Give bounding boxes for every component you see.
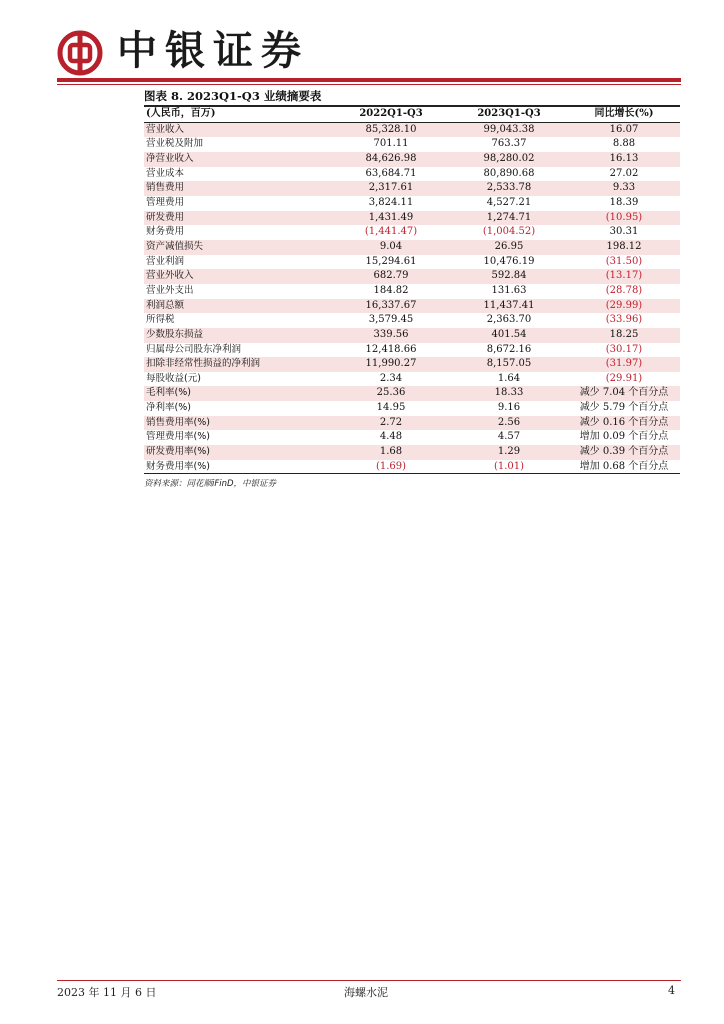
table-row [144,401,680,416]
row-label: 管理费用 [146,196,185,208]
value-yoy: (13.17) [568,269,680,284]
value-yoy: 18.39 [609,196,639,208]
bank-logo-icon [57,30,103,80]
row-label: 营业收入 [144,122,332,137]
header-rule-thin [57,84,681,85]
table-row [144,313,680,328]
value-2022: 2.72 [332,416,450,431]
value-2022: 1,431.49 [332,211,450,226]
row-label: 财务费用 [146,226,185,238]
value-2022: (1.69) [375,460,407,472]
value-yoy: 198.12 [568,240,680,255]
value-2022: 16,337.67 [332,299,450,314]
value-2023: 4.57 [497,431,521,443]
value-yoy: (28.78) [605,284,643,296]
table-header-row [144,107,680,122]
value-2023: 2,533.78 [450,181,568,196]
row-label: 营业外支出 [146,284,194,296]
page-number: 4 [668,984,675,997]
table-row [144,196,680,211]
value-yoy: (30.17) [605,343,643,355]
value-yoy: 18.25 [568,328,680,343]
value-2022: 2.34 [379,372,403,384]
value-2022: 3,824.11 [368,196,414,208]
value-2023: 1.64 [497,372,521,384]
page-header [0,0,724,90]
value-2022: 2,317.61 [332,181,450,196]
value-yoy: (31.50) [605,255,643,267]
col-header-unit: (人民币，百万) [146,108,216,119]
value-yoy: 减少 0.39 个百分点 [568,445,680,460]
value-2023: 18.33 [450,386,568,401]
row-label: 研发费用 [144,211,332,226]
value-yoy: 16.13 [568,152,680,167]
table-row [144,122,680,137]
row-label: 净营业收入 [144,152,332,167]
table-row [144,152,680,167]
row-label: 每股收益(元) [146,372,201,384]
value-2023: 26.95 [450,240,568,255]
value-2023: 1,274.71 [450,211,568,226]
table-row [144,269,680,284]
value-2023: 2,363.70 [486,314,532,326]
col-header-yoy: 同比增长(%) [594,108,654,119]
value-2022: 1.68 [332,445,450,460]
value-yoy: 减少 7.04 个百分点 [568,386,680,401]
value-2023: 8,157.05 [450,357,568,372]
value-yoy: 8.88 [612,138,636,150]
table-row [144,299,680,314]
value-2022: 701.11 [373,138,409,150]
value-yoy: (33.96) [605,314,643,326]
value-2023: 4,527.21 [486,196,532,208]
value-2022: (1,441.47) [364,226,418,238]
table-row [144,416,680,431]
value-2023: 98,280.02 [450,152,568,167]
row-label: 毛利率(%) [144,386,332,401]
value-2022: 3,579.45 [368,314,414,326]
source-note: 资料来源：同花顺iFinD，中银证券 [144,479,277,489]
footer-date: 2023 年 11 月 6 日 [57,986,157,999]
row-label: 营业利润 [146,255,185,267]
row-label: 扣除非经常性损益的净利润 [144,357,332,372]
value-yoy: (10.95) [568,211,680,226]
value-2023: 401.54 [450,328,568,343]
row-label: 净利率(%) [146,402,191,414]
value-yoy: (29.91) [605,372,643,384]
value-2022: 184.82 [373,284,409,296]
row-label: 财务费用率(%) [146,460,210,472]
table-row [144,328,680,343]
row-label: 所得税 [146,314,175,326]
row-label: 营业成本 [146,167,185,179]
table-row [144,255,680,270]
value-2022: 339.56 [332,328,450,343]
value-2023: 763.37 [491,138,527,150]
table-row [144,284,680,299]
value-2022: 15,294.61 [365,255,417,267]
value-yoy: 增加 0.68 个百分点 [579,460,669,472]
value-yoy: 增加 0.09 个百分点 [579,431,669,443]
table-row [144,445,680,460]
value-2023: 592.84 [450,269,568,284]
table-row [144,240,680,255]
footer-company: 海螺水泥 [344,986,388,999]
value-yoy: 9.33 [568,181,680,196]
table-row [144,225,680,240]
row-label: 利润总额 [144,299,332,314]
value-yoy: (31.97) [568,357,680,372]
table-row [144,167,680,182]
value-2022: 25.36 [332,386,450,401]
row-label: 管理费用率(%) [146,431,210,443]
value-2022: 11,990.27 [332,357,450,372]
value-2023: 8,672.16 [486,343,532,355]
value-yoy: 减少 0.16 个百分点 [568,416,680,431]
table-row [144,137,680,152]
figure-title: 图表 8. 2023Q1-Q3 业绩摘要表 [144,89,322,103]
table-bottom-rule [144,473,680,474]
value-yoy: 减少 5.79 个百分点 [579,402,669,414]
row-label: 销售费用率(%) [144,416,332,431]
value-yoy: 16.07 [568,122,680,137]
table-row [144,343,680,358]
row-label: 归属母公司股东净利润 [146,343,242,355]
value-2022: 682.79 [332,269,450,284]
value-2023: (1,004.52) [482,226,536,238]
value-2023: 1.29 [450,445,568,460]
value-2023: (1.01) [493,460,525,472]
value-yoy: 27.02 [609,167,639,179]
row-label: 少数股东损益 [144,328,332,343]
header-rule [57,78,681,82]
value-2022: 14.95 [376,402,406,414]
value-2022: 84,626.98 [332,152,450,167]
value-2023: 9.16 [497,402,521,414]
value-2023: 80,890.68 [483,167,535,179]
row-label: 资产减值损失 [144,240,332,255]
table-row [144,211,680,226]
value-2022: 4.48 [379,431,403,443]
value-2022: 12,418.66 [365,343,417,355]
value-yoy: (29.99) [568,299,680,314]
col-header-2023: 2023Q1-Q3 [477,108,541,119]
col-header-2022: 2022Q1-Q3 [359,108,423,119]
value-2023: 2.56 [450,416,568,431]
row-label: 营业税及附加 [146,138,204,150]
value-2022: 9.04 [332,240,450,255]
table-row [144,357,680,372]
table-row [144,386,680,401]
footer-rule [57,980,681,981]
value-2023: 11,437.41 [450,299,568,314]
row-label: 营业外收入 [144,269,332,284]
value-2022: 63,684.71 [365,167,417,179]
row-label: 销售费用 [144,181,332,196]
table-row [144,372,680,387]
table-row [144,181,680,196]
value-2023: 10,476.19 [483,255,535,267]
financial-summary-table [144,107,680,474]
value-yoy: 30.31 [609,226,639,238]
brand-name: 中银证券 [117,28,309,74]
value-2023: 131.63 [491,284,527,296]
value-2022: 85,328.10 [332,122,450,137]
row-label: 研发费用率(%) [144,445,332,460]
table-row [144,430,680,445]
value-2023: 99,043.38 [450,122,568,137]
